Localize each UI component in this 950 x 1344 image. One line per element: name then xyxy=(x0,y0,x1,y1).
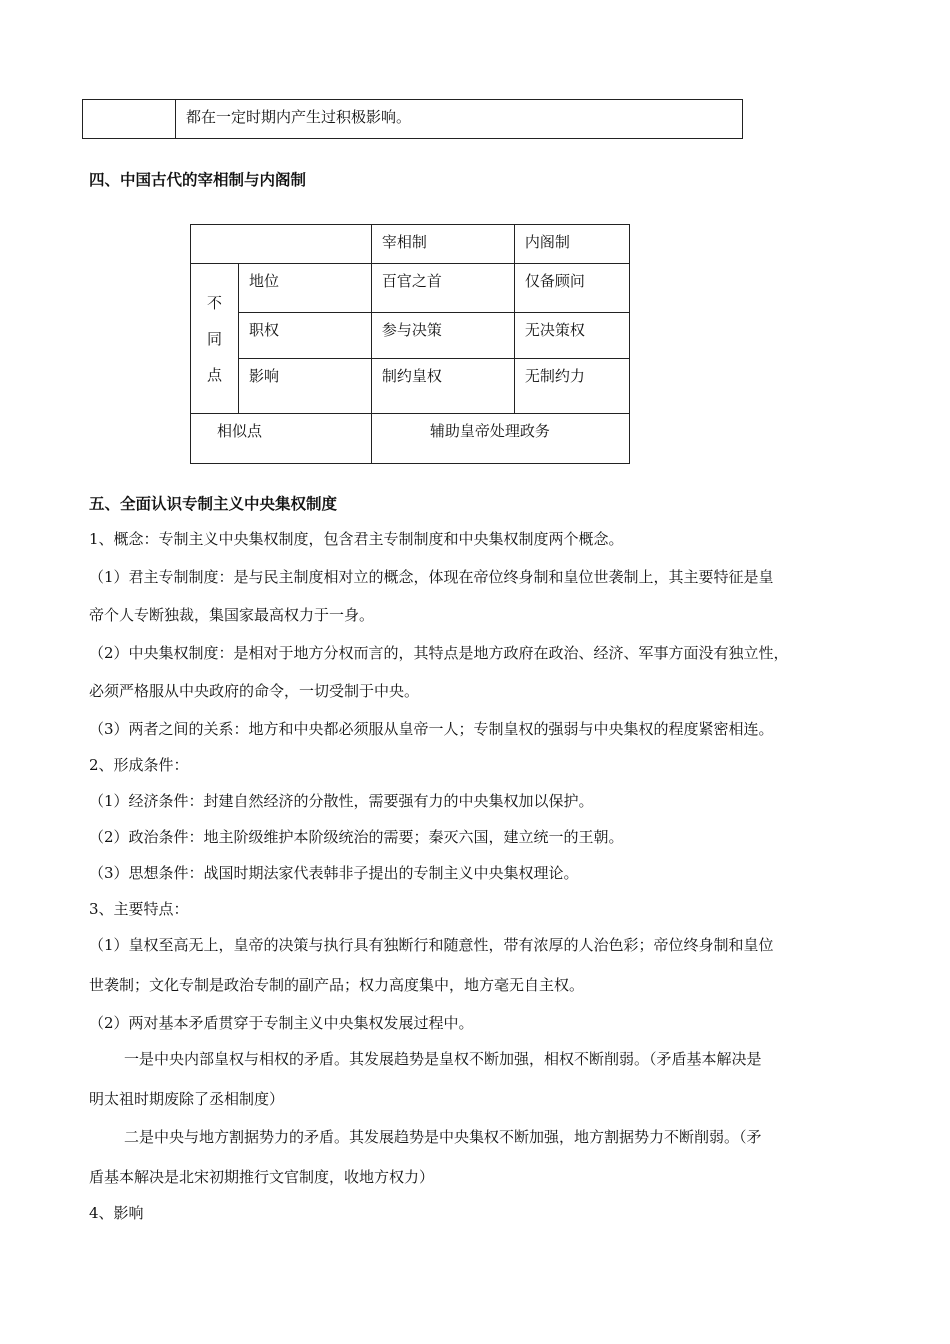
text-line: （1）皇权至高无上，皇帝的决策与执行具有独断行和随意性，带有浓厚的人治色彩；帝位终身制和皇位 xyxy=(89,936,774,954)
text-line: （3）思想条件：战国时期法家代表韩非子提出的专制主义中央集权理论。 xyxy=(89,864,579,882)
table-cell: 都在一定时期内产生过积极影响。 xyxy=(176,100,743,139)
table-cell: 参与决策 xyxy=(371,313,514,359)
text-line: （1）君主专制制度：是与民主制度相对立的概念，体现在帝位终身制和皇位世袭制上，其主要特征是皇 xyxy=(89,568,774,586)
text-line: 世袭制；文化专制是政治专制的副产品；权力高度集中，地方毫无自主权。 xyxy=(89,976,585,994)
text-line: 3、主要特点： xyxy=(89,900,189,918)
table-cell: 无制约力 xyxy=(514,359,629,414)
row-label: 职权 xyxy=(239,313,372,359)
continuation-table xyxy=(82,99,743,139)
table-cell: 制约皇权 xyxy=(371,359,514,414)
text-line: （2）两对基本矛盾贯穿于专制主义中央集权发展过程中。 xyxy=(89,1014,474,1032)
comparison-table xyxy=(190,224,630,464)
table-cell: 仅备顾问 xyxy=(514,264,629,313)
similar-value: 辅助皇帝处理政务 xyxy=(371,414,629,464)
section-4-heading: 四、中国古代的宰相制与内阁制 xyxy=(89,170,307,189)
similar-label: 相似点 xyxy=(191,414,372,464)
text-line: （2）中央集权制度：是相对于地方分权而言的，其特点是地方政府在政治、经济、军事方面没有独立性， xyxy=(89,644,789,662)
text-line: 1、概念：专制主义中央集权制度，包含君主专制制度和中央集权制度两个概念。 xyxy=(89,530,624,548)
group-char: 不 xyxy=(206,293,222,312)
table-corner-cell xyxy=(191,225,372,264)
text-line: 4、影响 xyxy=(89,1204,144,1222)
group-char: 同 xyxy=(206,329,222,348)
group-char: 点 xyxy=(206,365,222,384)
text-line: 一是中央内部皇权与相权的矛盾。其发展趋势是皇权不断加强，相权不断削弱。（矛盾基本解决是 xyxy=(124,1050,762,1068)
text-line: （3）两者之间的关系：地方和中央都必须服从皇帝一人；专制皇权的强弱与中央集权的程度紧密相连。 xyxy=(89,720,774,738)
table-cell-empty xyxy=(83,100,176,139)
text-line: 必须严格服从中央政府的命令，一切受制于中央。 xyxy=(89,682,420,700)
table-cell: 百官之首 xyxy=(371,264,514,313)
text-line: 明太祖时期废除了丞相制度） xyxy=(89,1090,285,1108)
column-header-zaixiang: 宰相制 xyxy=(371,225,514,264)
row-label: 影响 xyxy=(239,359,372,414)
text-line: 二是中央与地方割据势力的矛盾。其发展趋势是中央集权不断加强，地方割据势力不断削弱。（矛 xyxy=(124,1128,762,1146)
text-line: （2）政治条件：地主阶级维护本阶级统治的需要；秦灭六国，建立统一的王朝。 xyxy=(89,828,624,846)
text-line: 帝个人专断独裁，集国家最高权力于一身。 xyxy=(89,606,375,624)
group-label-differences xyxy=(191,264,239,414)
text-line: （1）经济条件：封建自然经济的分散性，需要强有力的中央集权加以保护。 xyxy=(89,792,594,810)
text-line: 2、形成条件： xyxy=(89,756,189,774)
text-line: 盾基本解决是北宋初期推行文官制度，收地方权力） xyxy=(89,1168,435,1186)
table-cell: 无决策权 xyxy=(514,313,629,359)
column-header-neige: 内阁制 xyxy=(514,225,629,264)
row-label: 地位 xyxy=(239,264,372,313)
section-5-heading: 五、全面认识专制主义中央集权制度 xyxy=(89,494,338,513)
